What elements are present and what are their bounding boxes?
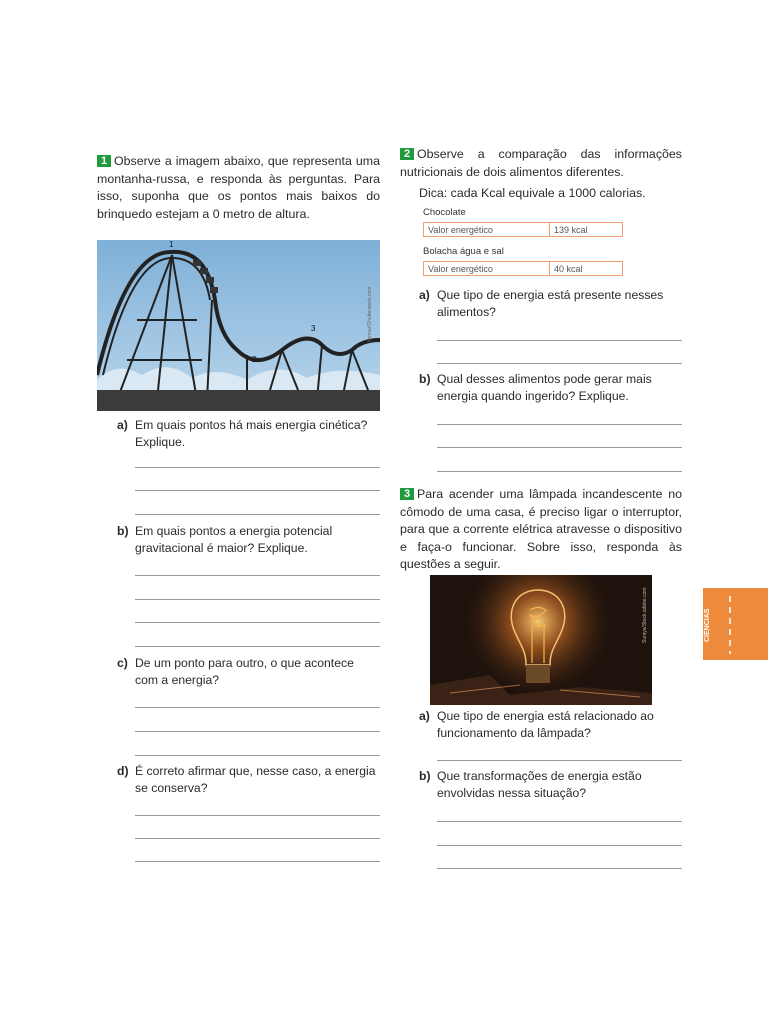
question-2-text: 2 Observe a comparação das informações nutricionais de dois alimentos diferentes. [400,147,682,179]
question-number: 1 [97,155,111,167]
roller-coaster-image [97,240,380,411]
item-letter: b) [419,372,431,386]
answer-line[interactable] [135,838,380,839]
answer-line[interactable] [135,467,380,468]
answer-line[interactable] [437,363,682,364]
question-2b [419,371,682,405]
item-letter: b) [419,769,431,783]
question-3b [419,768,682,802]
food-1-name: Chocolate [423,207,466,218]
question-number: 3 [400,488,414,500]
food-2-value: 40 kcal [549,261,623,276]
question-1a-text: Em quais pontos há mais energia cinética? Explique. [135,418,368,449]
question-1b [117,523,380,557]
question-1 [97,153,380,223]
question-1d [117,763,380,797]
question-3 [400,486,682,574]
answer-line[interactable] [135,646,380,647]
answer-line[interactable] [437,760,682,761]
light-bulb-image [430,575,652,705]
item-letter: c) [117,656,128,670]
image-credit: Ivemar/Shutterstock.com [367,286,373,342]
food-2-label: Valor energético [423,261,550,276]
answer-line[interactable] [135,731,380,732]
answer-line[interactable] [135,622,380,623]
item-letter: a) [419,709,430,723]
question-2a-text: Que tipo de energia está presente nesses alimentos? [437,288,664,319]
answer-line[interactable] [135,755,380,756]
subject-tab-label: CIÊNCIAS [704,608,711,642]
answer-line[interactable] [437,447,682,448]
dashed-line-icon [726,596,734,654]
question-1-text: 1 Observe a imagem abaixo, que representa uma montanha-russa, e responda às perguntas. Para isso, suponha que os pontos mais baixos do brinquedo estejam a 0 metro de altura. [97,154,380,221]
roller-coaster-illustration [97,240,380,411]
answer-line[interactable] [437,821,682,822]
answer-line[interactable] [135,599,380,600]
item-letter: a) [419,288,430,302]
question-1c [117,655,380,689]
answer-line[interactable] [437,868,682,869]
item-letter: b) [117,524,129,538]
answer-line[interactable] [437,471,682,472]
point-2-label: 2 [252,355,257,364]
question-1b-text: Em quais pontos a energia potencial gravitacional é maior? Explique. [135,524,333,555]
answer-line[interactable] [135,514,380,515]
question-1c-text: De um ponto para outro, o que acontece com a energia? [135,656,354,687]
hint-text: Dica: cada Kcal equivale a 1000 calorias. [419,186,646,200]
question-3b-text: Que transformações de energia estão envolvidas nessa situação? [437,769,642,800]
food-1-value: 139 kcal [549,222,623,237]
question-number: 2 [400,148,414,160]
item-letter: a) [117,418,128,432]
answer-line[interactable] [135,815,380,816]
question-2a [419,287,682,321]
question-3-text: 3 Para acender uma lâmpada incandescente no cômodo de uma casa, é preciso ligar o interruptor, para que a corrente elétrica atravesse o dispositivo e faça-o funcionar. Sobre isso, responda às questões a seguir. [400,487,682,571]
answer-line[interactable] [135,707,380,708]
point-1-label: 1 [169,240,174,249]
question-2 [400,146,682,181]
point-3-label: 3 [311,324,316,333]
food-1-label: Valor energético [423,222,550,237]
question-3a [419,708,682,742]
food-2-name: Bolacha água e sal [423,246,504,257]
answer-line[interactable] [437,424,682,425]
question-1d-text: É correto afirmar que, nesse caso, a energia se conserva? [135,764,376,795]
question-3a-text: Que tipo de energia está relacionado ao funcionamento da lâmpada? [437,709,654,740]
question-2b-text: Qual desses alimentos pode gerar mais energia quando ingerido? Explique. [437,372,652,403]
answer-line[interactable] [437,845,682,846]
image-credit: Sumya/Stock.adobe.com [642,587,648,643]
answer-line[interactable] [135,490,380,491]
answer-line[interactable] [135,575,380,576]
answer-line[interactable] [135,861,380,862]
item-letter: d) [117,764,129,778]
light-bulb-illustration [430,575,652,705]
question-1a [117,417,380,451]
answer-line[interactable] [437,340,682,341]
